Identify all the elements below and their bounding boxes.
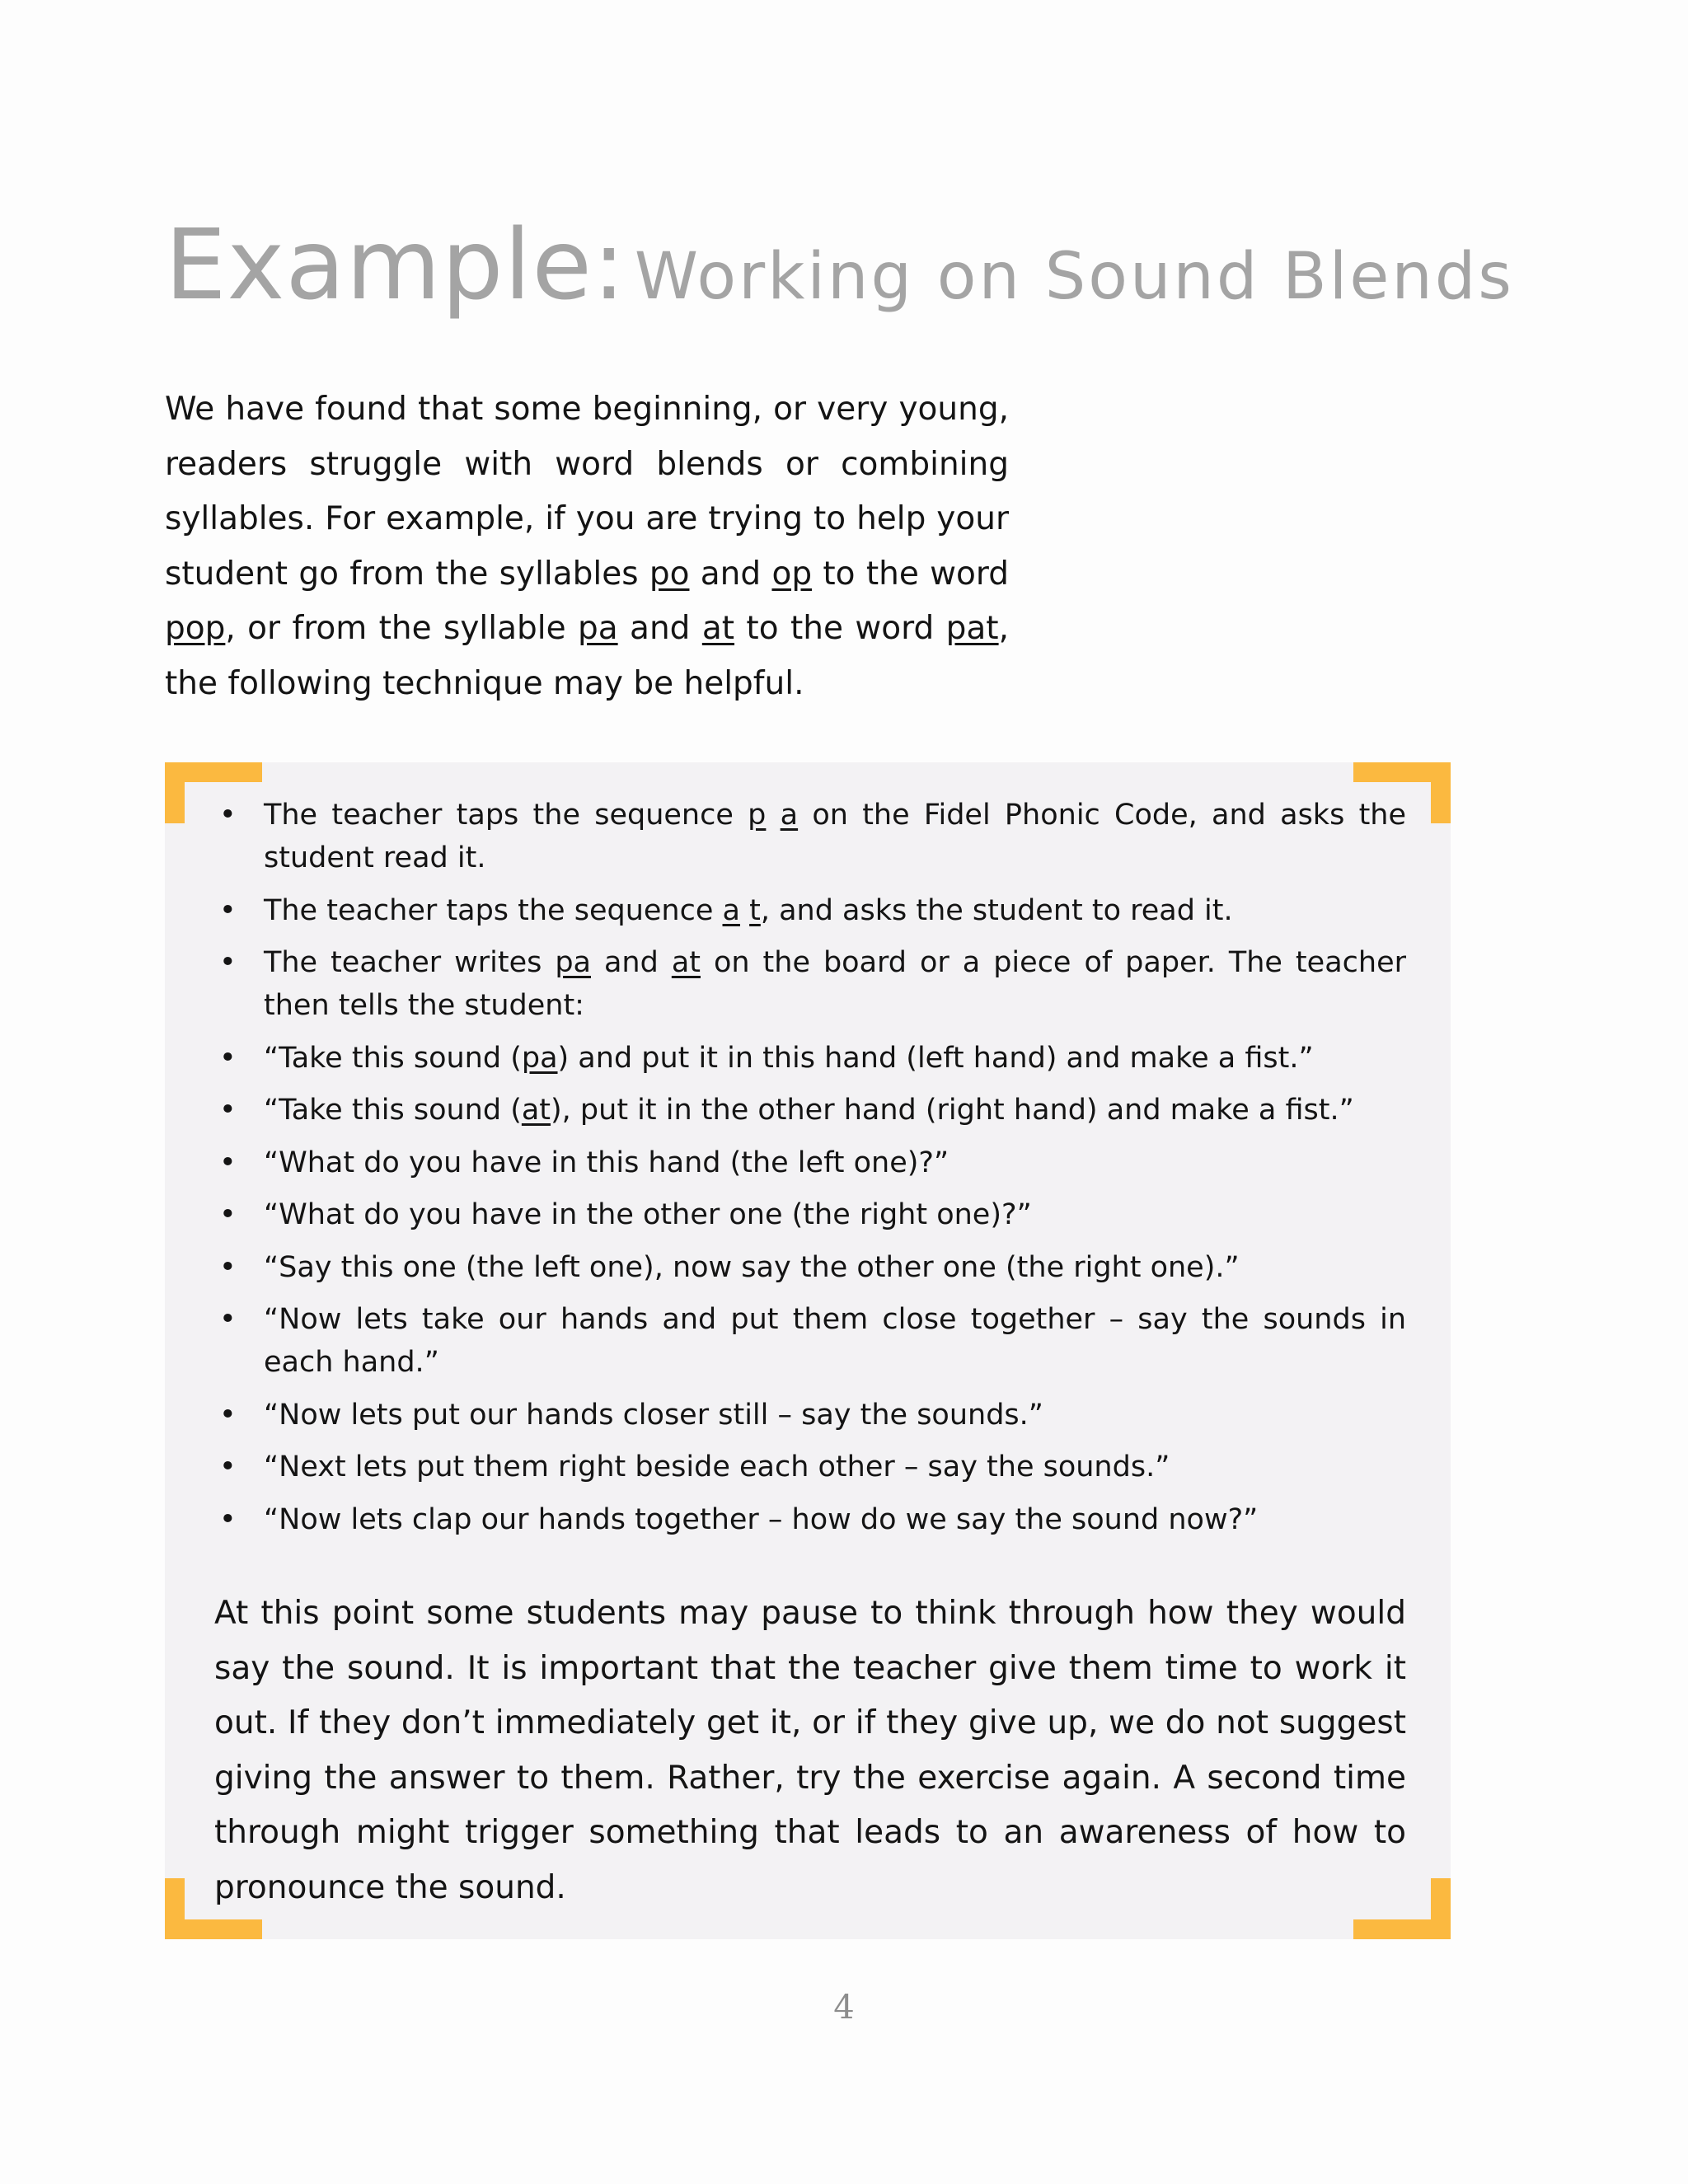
list-item (214, 941, 1406, 1027)
page-number: 4 (833, 1989, 855, 2027)
bullet-icon: • (219, 1146, 237, 1179)
technique-steps (214, 794, 1406, 1550)
bullet-icon: • (219, 946, 237, 979)
underlined-letter: t (749, 893, 761, 927)
step-text: The teacher taps the sequence (264, 893, 723, 927)
bullet-icon: • (219, 893, 237, 927)
underlined-syllable: pa (577, 610, 618, 647)
underlined-syllable: at (521, 1094, 551, 1127)
step-text: “Now lets take our hands and put them close together – say the sounds in each hand.” (264, 1303, 1406, 1379)
step-text: “Say this one (the left one), now say the other one (the right one).” (264, 1250, 1240, 1284)
bullet-icon: • (219, 1094, 237, 1127)
technique-box (165, 762, 1451, 1939)
underlined-syllable: at (701, 610, 735, 647)
intro-text: We have found that some beginning, or very young, readers struggle with word blends or combining syllables. For example, if you are trying to help your student go from the syllables (165, 391, 1009, 593)
intro-text: and (689, 555, 772, 593)
list-item (214, 1037, 1406, 1080)
list-item (214, 1193, 1406, 1236)
list-item (214, 794, 1406, 879)
step-text: “Next lets put them right beside each other – say the sounds.” (264, 1451, 1170, 1483)
title-sub: Working on Sound Blends (634, 240, 1514, 314)
step-text: The teacher writes (264, 946, 556, 979)
underlined-letter: p (748, 799, 767, 832)
intro-text: to the word (734, 610, 946, 647)
bullet-icon: • (219, 1250, 237, 1284)
list-item (214, 1394, 1406, 1436)
underlined-word: pat (945, 610, 999, 647)
step-text: “Now lets clap our hands together – how do we say the sound now?” (264, 1502, 1259, 1536)
bullet-icon: • (219, 1451, 237, 1483)
list-item (214, 889, 1406, 932)
list-item (214, 1446, 1406, 1488)
step-text: “Take this sound ( (264, 1094, 522, 1127)
step-text: The teacher taps the sequence (264, 799, 748, 832)
list-item (214, 1498, 1406, 1541)
step-text: , and asks the student to read it. (760, 893, 1233, 927)
underlined-syllable: po (649, 555, 690, 593)
step-text: “Take this sound ( (264, 1041, 522, 1075)
step-text: ) and put it in this hand (left hand) and make a fist.” (557, 1041, 1314, 1075)
intro-text: , the following technique may be helpful. (165, 610, 1010, 702)
step-text: on the Fidel Phonic Code, and asks the student read it. (264, 799, 1407, 874)
closing-paragraph: At this point some students may pause to think through how they would say the sound. It is important that the teacher give them time to work it out. If they don’t immediately get it, or if they give up, we do not suggest giving the answer to them. Rather, try the exercise again. A second time through might trigger something that leads to an awareness of how to pronounce the sound. (214, 1595, 1406, 1906)
list-item (214, 1089, 1406, 1132)
intro-text: to the word (812, 555, 1009, 593)
bullet-icon: • (219, 1303, 237, 1336)
list-item (214, 1246, 1406, 1289)
underlined-word: pop (165, 610, 226, 647)
list-item (214, 1141, 1406, 1184)
underlined-syllable: pa (521, 1041, 558, 1075)
bullet-icon: • (219, 799, 237, 832)
underlined-letter: a (780, 799, 799, 832)
step-text: on the board or a piece of paper. The teacher then tells the student: (264, 946, 1406, 1022)
step-text: “What do you have in the other one (the right one)?” (264, 1198, 1032, 1231)
bullet-icon: • (219, 1398, 237, 1432)
list-item (214, 1298, 1406, 1384)
bullet-icon: • (219, 1198, 237, 1231)
intro-paragraph (165, 382, 1009, 711)
title-main: Example: (165, 208, 626, 321)
intro-text: , or from the syllable (225, 610, 578, 647)
bullet-icon: • (219, 1502, 237, 1536)
step-text: “Now lets put our hands closer still – say the sounds.” (264, 1398, 1043, 1432)
intro-text: and (617, 610, 702, 647)
step-text: and (591, 946, 672, 979)
page-title (165, 208, 1514, 321)
underlined-syllable: op (771, 555, 813, 593)
underlined-syllable: pa (555, 946, 591, 979)
bullet-icon: • (219, 1041, 237, 1075)
underlined-syllable: at (671, 946, 701, 979)
underlined-letter: a (722, 893, 740, 927)
step-text: ), put it in the other hand (right hand) and make a fist.” (551, 1094, 1354, 1127)
step-text: “What do you have in this hand (the left one)?” (264, 1146, 950, 1179)
